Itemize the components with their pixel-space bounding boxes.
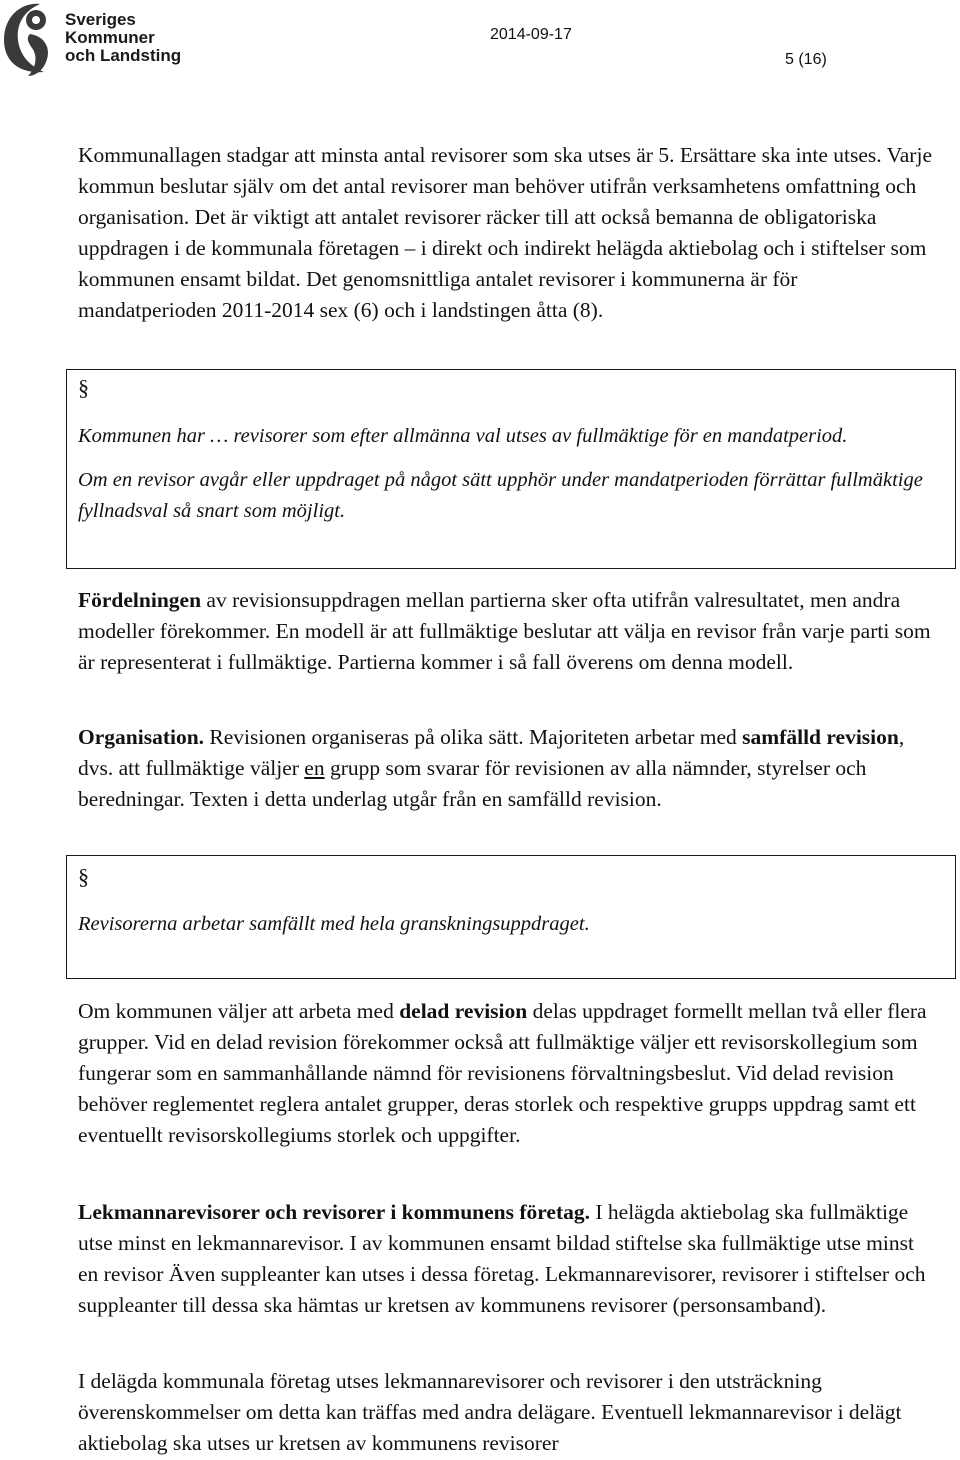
- paragraph-delad-revision: Om kommunen väljer att arbeta med delad revision delas uppdraget formellt mellan två eller flera grupper. Vid en delad revision förekommer också att fullmäktige väljer ett revisorskollegium som fungerar som en sammanhållande nämnd för revisionens förvaltningsbeslut. Vid delad revision behöver reglementet reglera antalet grupper, deras storlek och respektive grupps uppdrag samt ett eventuellt revisorskollegiums storlek och uppgifter.: [78, 999, 927, 1147]
- paragraph-fordelningen: Fördelningen av revisionsuppdragen mellan partierna sker ofta utifrån valresultatet, men andra modeller förekommer. En modell är att fullmäktige beslutar att välja en revisor från varje parti som är representerat i fullmäktige. Partierna kommer i så fall överens om denna modell.: [78, 588, 931, 674]
- bold-term: samfälld revision: [742, 725, 899, 749]
- skl-logo: [0, 0, 200, 78]
- logo-line-3: och Landsting: [65, 46, 182, 65]
- paragraph-delagda-foretag: I delägda kommunala företag utses lekmannarevisorer och revisorer i den utsträckning överenskommelser om detta kan träffas med andra delägare. Eventuell lekmannarevisor i delägt aktiebolag ska utses ur kretsen av kommunens revisorer: [78, 1369, 902, 1455]
- underlined-word: en: [304, 756, 325, 780]
- bold-term: delad revision: [399, 999, 528, 1023]
- bold-term: Organisation.: [78, 725, 205, 749]
- page-number: 5 (16): [785, 51, 827, 68]
- bold-term: Lekmannarevisorer och revisorer i kommunens företag.: [78, 1200, 590, 1224]
- logo-line-1: Sveriges: [65, 10, 136, 29]
- logo-line-2: Kommuner: [65, 28, 155, 47]
- statute-box-1: [66, 369, 956, 569]
- statute-box-2: [66, 855, 956, 979]
- paragraph-organisation: Organisation. Revisionen organiseras på olika sätt. Majoriteten arbetar med samfälld revision, dvs. att fullmäktige väljer en grupp som svarar för revisionen av alla nämnder, styrelser och beredningar. Texten i detta underlag utgår från en samfälld revision.: [78, 725, 905, 811]
- logo-emblem-icon: [0, 0, 64, 78]
- paragraph-lekmannarevisorer: Lekmannarevisorer och revisorer i kommunens företag. I helägda aktiebolag ska fullmäktige utse minst en lekmannarevisor. I av kommunen ensamt bildad stiftelse ska fullmäktige utse minst en revisor Även suppleanter kan utses i dessa företag. Lekmannarevisorer, revisorer i stiftelser och suppleanter till dessa ska hämtas ur kretsen av kommunens revisorer (personsamband).: [78, 1200, 926, 1317]
- statute-text-3: Revisorerna arbetar samfällt med hela granskningsuppdraget.: [78, 913, 590, 935]
- statute-text-2: Om en revisor avgår eller uppdraget på något sätt upphör under mandatperioden förrättar fullmäktige fyllnadsval så snart som möjligt.: [78, 469, 923, 522]
- statute-text-1: Kommunen har … revisorer som efter allmänna val utses av fullmäktige för en mandatperiod.: [78, 425, 848, 447]
- document-date: 2014-09-17: [490, 26, 572, 43]
- bold-term: Fördelningen: [78, 588, 202, 612]
- section-symbol: §: [78, 375, 89, 400]
- paragraph-revisor-count: Kommunallagen stadgar att minsta antal revisorer som ska utses är 5. Ersättare ska inte utses. Varje kommun beslutar själv om det antal revisorer man behöver utifrån verksamhetens omfattning och organisation. Det är viktigt att antalet revisorer räcker till att också bemanna de obligatoriska uppdragen i de kommunala företagen – i direkt och indirekt helägda aktiebolag och i stiftelser som kommunen ensamt bildat. Det genomsnittliga antalet revisorer i kommunerna är för mandatperioden 2011-2014 sex (6) och i landstingen åtta (8).: [78, 143, 932, 322]
- logo-wordmark: [65, 11, 181, 65]
- section-symbol: §: [78, 864, 89, 889]
